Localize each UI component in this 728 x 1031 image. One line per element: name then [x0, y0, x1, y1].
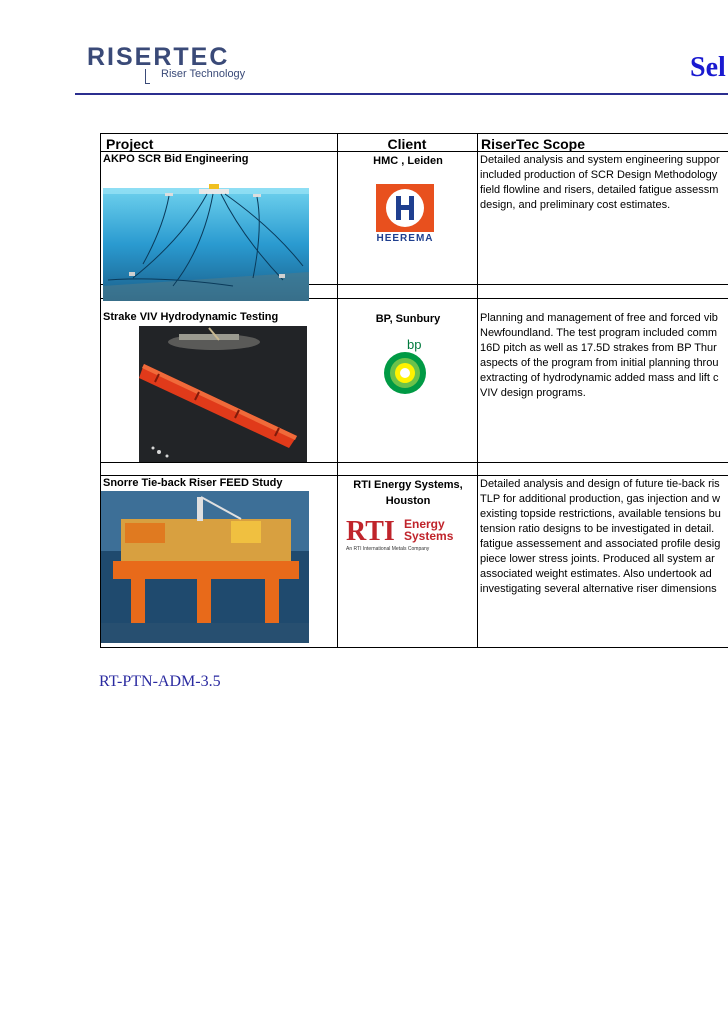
project-name: Strake VIV Hydrodynamic Testing [103, 311, 279, 323]
column-header-client: Client [387, 136, 427, 152]
scope-text: Detailed analysis and system engineering suppor included production of SCR Design Methodology field flowline and risers, detailed fatigue assessm design, and preliminary cost estimates. [480, 154, 720, 211]
column-divider [337, 134, 338, 648]
project-table [100, 133, 728, 648]
logo-tagline: Riser Technology [161, 68, 246, 80]
rti-energy-word: Energy [404, 517, 445, 531]
logo-wordmark: RISERTEC [87, 43, 230, 71]
akpo-field-illustration [103, 168, 309, 301]
rti-energy-logo [346, 518, 470, 552]
snorre-platform-photo [101, 491, 309, 643]
bp-helios-icon [383, 351, 427, 395]
title-divider [75, 93, 728, 95]
heerema-logo [374, 182, 436, 250]
project-name: AKPO SCR Bid Engineering [103, 153, 249, 165]
page-title: Sel [690, 52, 726, 83]
row-divider [101, 462, 728, 463]
row-divider [101, 647, 728, 648]
column-header-project: Project [106, 136, 154, 152]
row-divider [101, 475, 728, 476]
risertec-logo [87, 44, 247, 86]
client-name: HMC , Leiden [373, 155, 443, 167]
rti-wordmark: RTI [346, 516, 395, 547]
rti-systems-word: Systems [404, 529, 454, 543]
document-code: RT-PTN-ADM-3.5 [99, 673, 221, 690]
scope-text: Detailed analysis and design of future tie-back ris TLP for additional production, gas injection and w existing topside restrictions, available tensions bu tension ratio designs to be investigated in detail. fatigue assessement and associated profile desig piece lower stress joints. Produced all system ar associated weight estimates. Also undertook ad investigating several alternative riser dimensions [480, 478, 721, 595]
heerema-wordmark: HEEREMA [376, 233, 434, 244]
project-name: Snorre Tie-back Riser FEED Study [103, 477, 283, 489]
strake-test-photo [139, 326, 307, 462]
client-name: RTI Energy Systems, Houston [353, 479, 463, 507]
scope-text: Planning and management of free and forced vib Newfoundland. The test program included comm 16D pitch as well as 17.5D strakes from BP Thur aspects of the program from initial planning throu extracting of hydrodynamic added mass and lift c VIV design programs. [480, 312, 719, 399]
column-divider [477, 134, 478, 648]
bp-wordmark: bp [407, 337, 422, 352]
column-header-scope: RiserTec Scope [481, 136, 586, 152]
logo-bracket [145, 69, 150, 84]
client-name: BP, Sunbury [375, 313, 441, 325]
bp-logo [383, 337, 427, 395]
rti-tagline: An RTI International Metals Company [346, 546, 430, 552]
